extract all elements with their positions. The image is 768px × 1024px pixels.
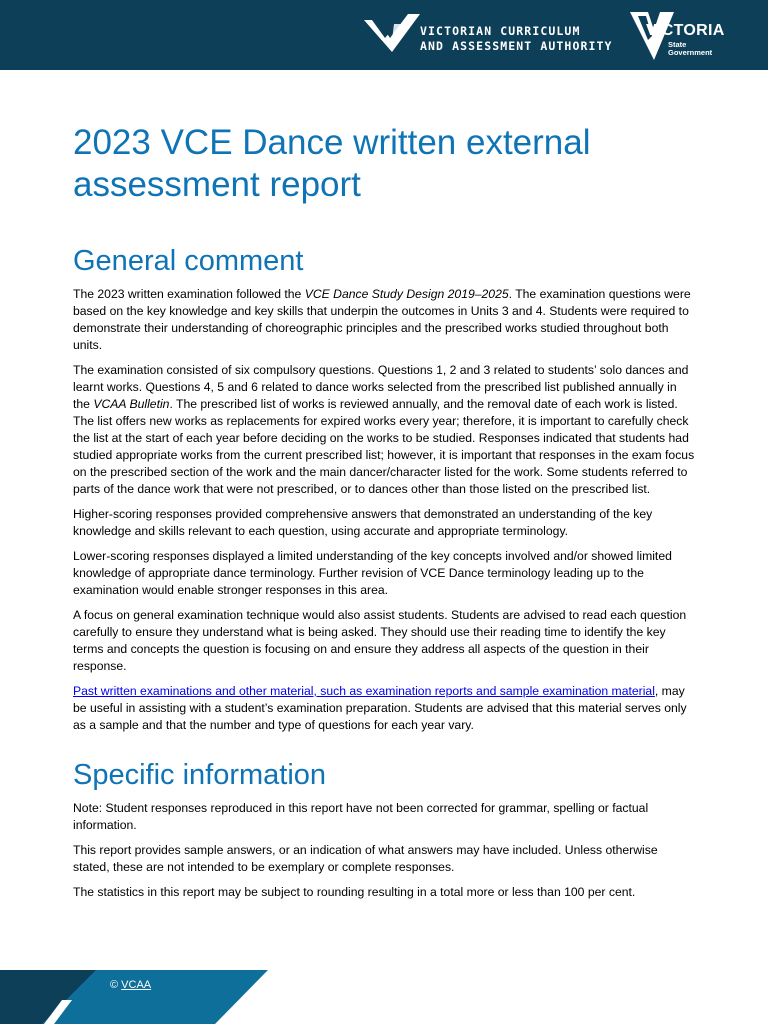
page-title: 2023 VCE Dance written external assessment report xyxy=(73,123,591,204)
victoria-wordmark: VICTORIA xyxy=(646,22,725,39)
victoria-state-government-logo xyxy=(628,10,738,62)
specific-paragraph-3: The statistics in this report may be subject to rounding resulting in a total more or less than 100 per cent. xyxy=(73,885,636,899)
p1-text-a: The 2023 written examination followed the xyxy=(73,287,305,301)
copyright-symbol: © xyxy=(110,979,122,991)
general-paragraph-5: A focus on general examination technique would also assist students. Students are advised to read each question carefully to ensure they understand what is being asked. They should use their reading time to identify the key terms and concepts the question is focusing on and ensure they address all aspects of the question in their response. xyxy=(73,608,687,673)
vcaa-copyright-link[interactable]: VCAA xyxy=(121,979,152,991)
report-content xyxy=(73,122,695,909)
p1-text-b: . The examination questions were based on the key knowledge and key skills that underpin the outcomes in Units 3 and 4. Students were required to demonstrate their understanding of choreographic principles and the prescribed works studied throughout both units. xyxy=(73,287,691,352)
study-design-title: VCE Dance Study Design 2019–2025 xyxy=(304,287,509,301)
vcaa-wordmark xyxy=(420,24,613,54)
general-paragraph-4: Lower-scoring responses displayed a limited understanding of the key concepts involved and/or showed limited knowledge of appropriate dance terminology. Further revision of VCE Dance terminology leading up to the examination would enable stronger responses in this area. xyxy=(73,549,672,597)
header-band xyxy=(0,0,768,70)
vcaa-bulletin-title: VCAA Bulletin xyxy=(93,397,170,411)
specific-paragraph-2: This report provides sample answers, or an indication of what answers may have included. Unless otherwise stated, these are not intended to be exemplary or complete responses. xyxy=(73,843,658,874)
p2-text-a: The examination consisted of six compulsory questions. Questions 1, 2 and 3 related to students’ solo dances and learnt works. Questions 4, 5 and 6 related to dance works selected from the prescribed list published annually in the xyxy=(73,363,689,411)
p2-text-b: . The prescribed list of works is reviewed annually, and the removal date of each work is listed. The list offers new works as replacements for expired works every year; therefore, it is important to carefully check the list at the start of each year before deciding on the works to be studied. Responses indicated that students had studied appropriate works from the current prescribed list; however, it is important that responses in the exam focus on the prescribed section of the work and the main dancer/character listed for the work. Some students referred to parts of the dance work that were not prescribed, or to dances other than those listed on the prescribed list. xyxy=(73,397,695,496)
p6-text: , may be useful in assisting with a student’s examination preparation. Students are advised that this material serves only as a sample and that the number and type of questions for each year vary. xyxy=(73,684,687,732)
vcaa-line-1: VICTORIAN CURRICULUM xyxy=(420,24,581,38)
general-paragraph-3: Higher-scoring responses provided comprehensive answers that demonstrated an understanding of the key knowledge and skills relevant to each question, using accurate and appropriate terminology. xyxy=(73,507,653,538)
state-government-label: State Government xyxy=(668,40,713,57)
footer-copyright xyxy=(110,979,151,991)
general-comment-heading: General comment xyxy=(73,245,304,277)
vcaa-line-2: AND ASSESSMENT AUTHORITY xyxy=(420,39,613,53)
specific-paragraph-1: Note: Student responses reproduced in this report have not been corrected for grammar, spelling or factual information. xyxy=(73,801,649,832)
footer xyxy=(0,970,768,1024)
vcaa-logo xyxy=(364,14,624,58)
general-paragraph-6 xyxy=(73,683,695,734)
past-examinations-link[interactable]: Past written examinations and other material, such as examination reports and sample examination material xyxy=(73,684,655,698)
general-paragraph-1 xyxy=(73,286,695,354)
specific-information-heading: Specific information xyxy=(73,759,327,791)
vcaa-chevron-icon xyxy=(364,14,420,58)
general-paragraph-2 xyxy=(73,362,695,498)
